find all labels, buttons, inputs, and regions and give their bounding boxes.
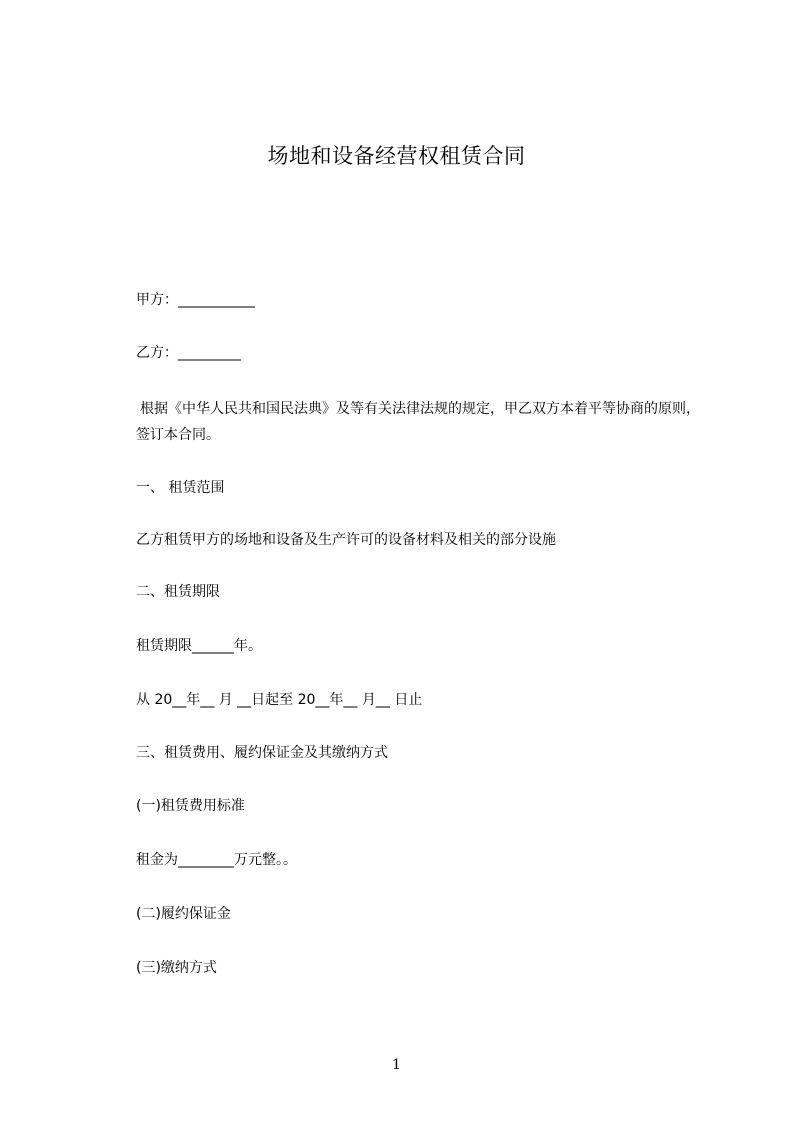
section-3-sub-1: (一)租赁费用标准 bbox=[136, 798, 245, 814]
intro-paragraph bbox=[136, 396, 702, 448]
section-2-heading: 二、租赁期限 bbox=[136, 584, 220, 600]
section-3-heading: 三、租赁费用、履约保证金及其缴纳方式 bbox=[136, 745, 388, 761]
section-1-heading: 一、 租赁范围 bbox=[136, 480, 225, 496]
section-1-body: 乙方租赁甲方的场地和设备及生产许可的设备材料及相关的部分设施 bbox=[136, 532, 556, 548]
section-3-rent: 租金为________万元整。。 bbox=[136, 852, 297, 868]
intro-text: 根据《中华人民共和国民法典》及等有关法律法规的规定，甲乙双方本着平等协商的原则，签订本合同。 bbox=[136, 401, 700, 443]
document-title: 场地和设备经营权租赁合同 bbox=[267, 144, 526, 168]
page-number: 1 bbox=[392, 1057, 401, 1073]
section-2-dates: 从 20__年__ 月 __日起至 20__年__ 月__ 日止 bbox=[136, 692, 423, 708]
section-3-sub-3: (三)缴纳方式 bbox=[136, 960, 217, 976]
party-a-line: 甲方：___________ bbox=[136, 292, 255, 308]
party-b-line: 乙方：_________ bbox=[136, 345, 241, 361]
section-3-sub-2: (二)履约保证金 bbox=[136, 906, 231, 922]
section-2-term: 租赁期限______年。 bbox=[136, 638, 262, 654]
